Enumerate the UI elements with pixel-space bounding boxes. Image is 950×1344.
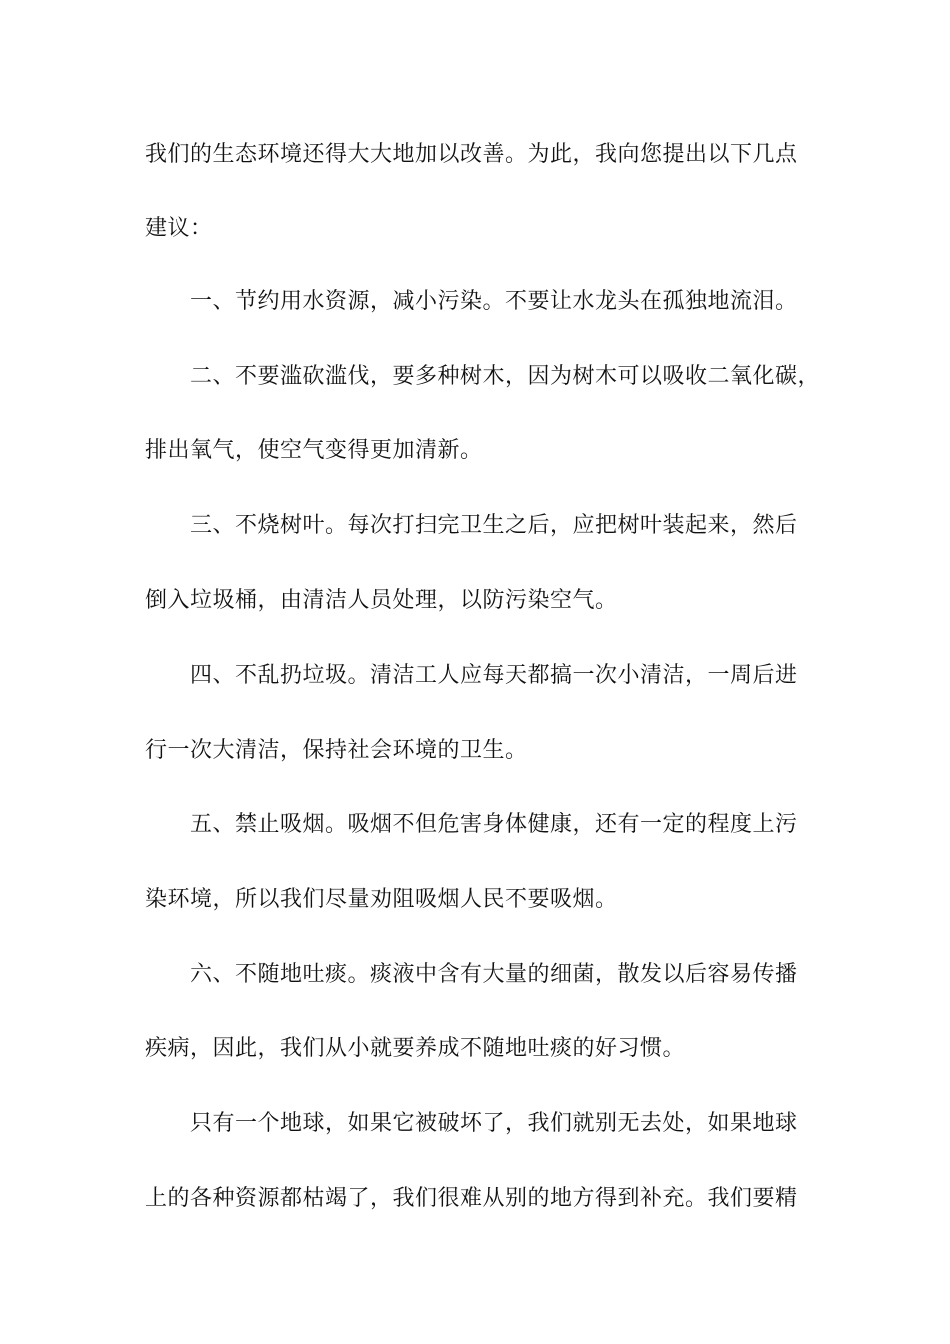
text-line: 行一次大清洁，保持社会环境的卫生。: [145, 738, 528, 763]
text-line: 上的各种资源都枯竭了，我们很难从别的地方得到补充。我们要精: [145, 1186, 798, 1211]
text-line: 排出氧气，使空气变得更加清新。: [145, 438, 483, 463]
text-line: 我们的生态环境还得大大地加以改善。为此，我向您提出以下几点: [145, 142, 798, 167]
text-line: 建议：: [145, 216, 213, 241]
paragraph-line: 只有一个地球，如果它被破坏了，我们就别无去处，如果地球: [190, 1111, 798, 1136]
paragraph-line: 一、节约用水资源，减小污染。不要让水龙头在孤独地流泪。: [190, 289, 798, 314]
paragraph-line: 六、不随地吐痰。痰液中含有大量的细菌，散发以后容易传播: [190, 962, 798, 987]
paragraph-line: 二、不要滥砍滥伐，要多种树木，因为树木可以吸收二氧化碳，: [190, 364, 821, 389]
paragraph-line: 四、不乱扔垃圾。清洁工人应每天都搞一次小清洁，一周后进: [190, 663, 798, 688]
text-line: 倒入垃圾桶，由清洁人员处理，以防污染空气。: [145, 588, 618, 613]
paragraph-line: 三、不烧树叶。每次打扫完卫生之后，应把树叶装起来，然后: [190, 513, 798, 538]
paragraph-line: 五、禁止吸烟。吸烟不但危害身体健康，还有一定的程度上污: [190, 812, 798, 837]
text-line: 疾病，因此，我们从小就要养成不随地吐痰的好习惯。: [145, 1036, 686, 1061]
text-line: 染环境，所以我们尽量劝阻吸烟人民不要吸烟。: [145, 887, 618, 912]
